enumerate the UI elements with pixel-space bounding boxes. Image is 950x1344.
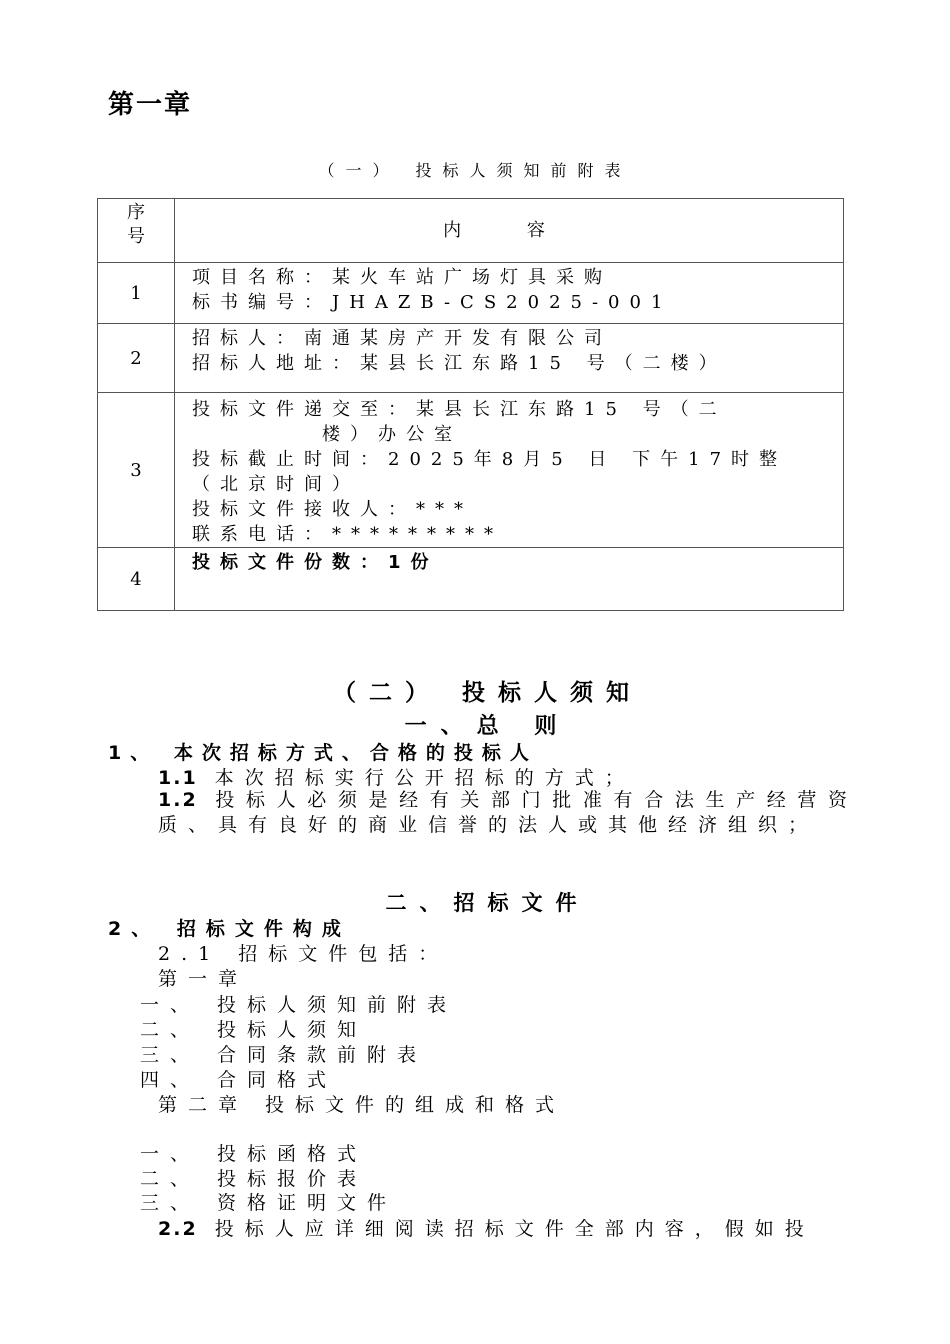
table-row [98,393,844,548]
chapter2-item: 一、 投标函格式 [140,1143,368,1165]
chapter1-item: 二、 投标人须知 [140,1019,368,1041]
item2-heading: 2、 招标文件构成 [108,918,351,940]
copies-count: 投标文件份数：1份 [192,552,439,573]
row-content [175,548,844,611]
item2-1: 2.1 招标文件包括： [158,943,449,965]
header-num-cell [98,199,175,263]
header-content-cell [175,199,844,263]
chapter-title: 第一章 [108,90,193,120]
contact-phone: 联系电话：********* [192,524,503,545]
tenderer-address: 招标人地址：某县长江东路15 号（二楼） [192,353,727,374]
tenderer: 招标人：南通某房产开发有限公司 [192,328,612,349]
chapter1-label: 第一章 [158,968,249,990]
row-num: 4 [98,548,175,611]
section-title: （二） 投标人须知 [332,680,642,706]
chapter2-item: 三、 资格证明文件 [140,1192,398,1214]
receiver: 投标文件接收人：*** [192,499,473,520]
tender-number: 标书编号：JHAZB-CS2025-001 [192,292,673,313]
row-content [175,324,844,393]
chapter1-item: 三、 合同条款前附表 [140,1044,428,1066]
chapter2-item: 二、 投标报价表 [140,1168,368,1190]
item1-2-num: 1.2 [158,789,198,811]
item1-2 [158,788,858,838]
item1-heading: 1、 本次招标方式、合格的投标人 [108,742,538,764]
docs-heading: 二、招标文件 [385,891,590,915]
row-num: 3 [98,393,175,548]
item1-1-text: 本次招标实行公开招标的方式； [214,767,635,789]
row-content [175,393,844,548]
chapter2-label: 第二章 投标文件的组成和格式 [158,1094,566,1116]
item2-2 [158,1214,815,1241]
general-heading: 一、总 则 [404,714,571,739]
item1-1-num: 1.1 [158,767,198,789]
chapter1-item: 四、 合同格式 [140,1069,338,1091]
item1-2-text: 投标人必须是经有关部门批准有合法生产经营资质、具有良好的商业信誉的法人或其他经济组织； [158,789,858,836]
appendix-table [97,198,844,611]
appendix-subtitle: （一） 投标人须知前附表 [318,161,632,180]
row-num: 1 [98,263,175,324]
item2-2-num: 2.2 [158,1218,198,1240]
header-content: 内 容 [443,220,575,241]
table-row [98,263,844,324]
item1-1 [158,763,635,790]
table-header-row [98,199,844,263]
project-name: 项目名称：某火车站广场灯具采购 [192,267,612,288]
table-row [98,324,844,393]
submission-address: 投标文件递交至：某县长江东路15 号（二 [192,399,727,420]
deadline: 投标截止时间：2025年8月5 日 下午17时整 [192,449,788,470]
table-row [98,548,844,611]
submission-address-cont: 楼）办公室 [322,424,462,445]
chapter1-item: 一、 投标人须知前附表 [140,994,458,1016]
row-num: 2 [98,324,175,393]
header-num: 序号 [127,202,145,247]
deadline-timezone: （北京时间） [192,474,360,495]
row-content [175,263,844,324]
item2-2-text: 投标人应详细阅读招标文件全部内容，假如投 [214,1218,815,1240]
